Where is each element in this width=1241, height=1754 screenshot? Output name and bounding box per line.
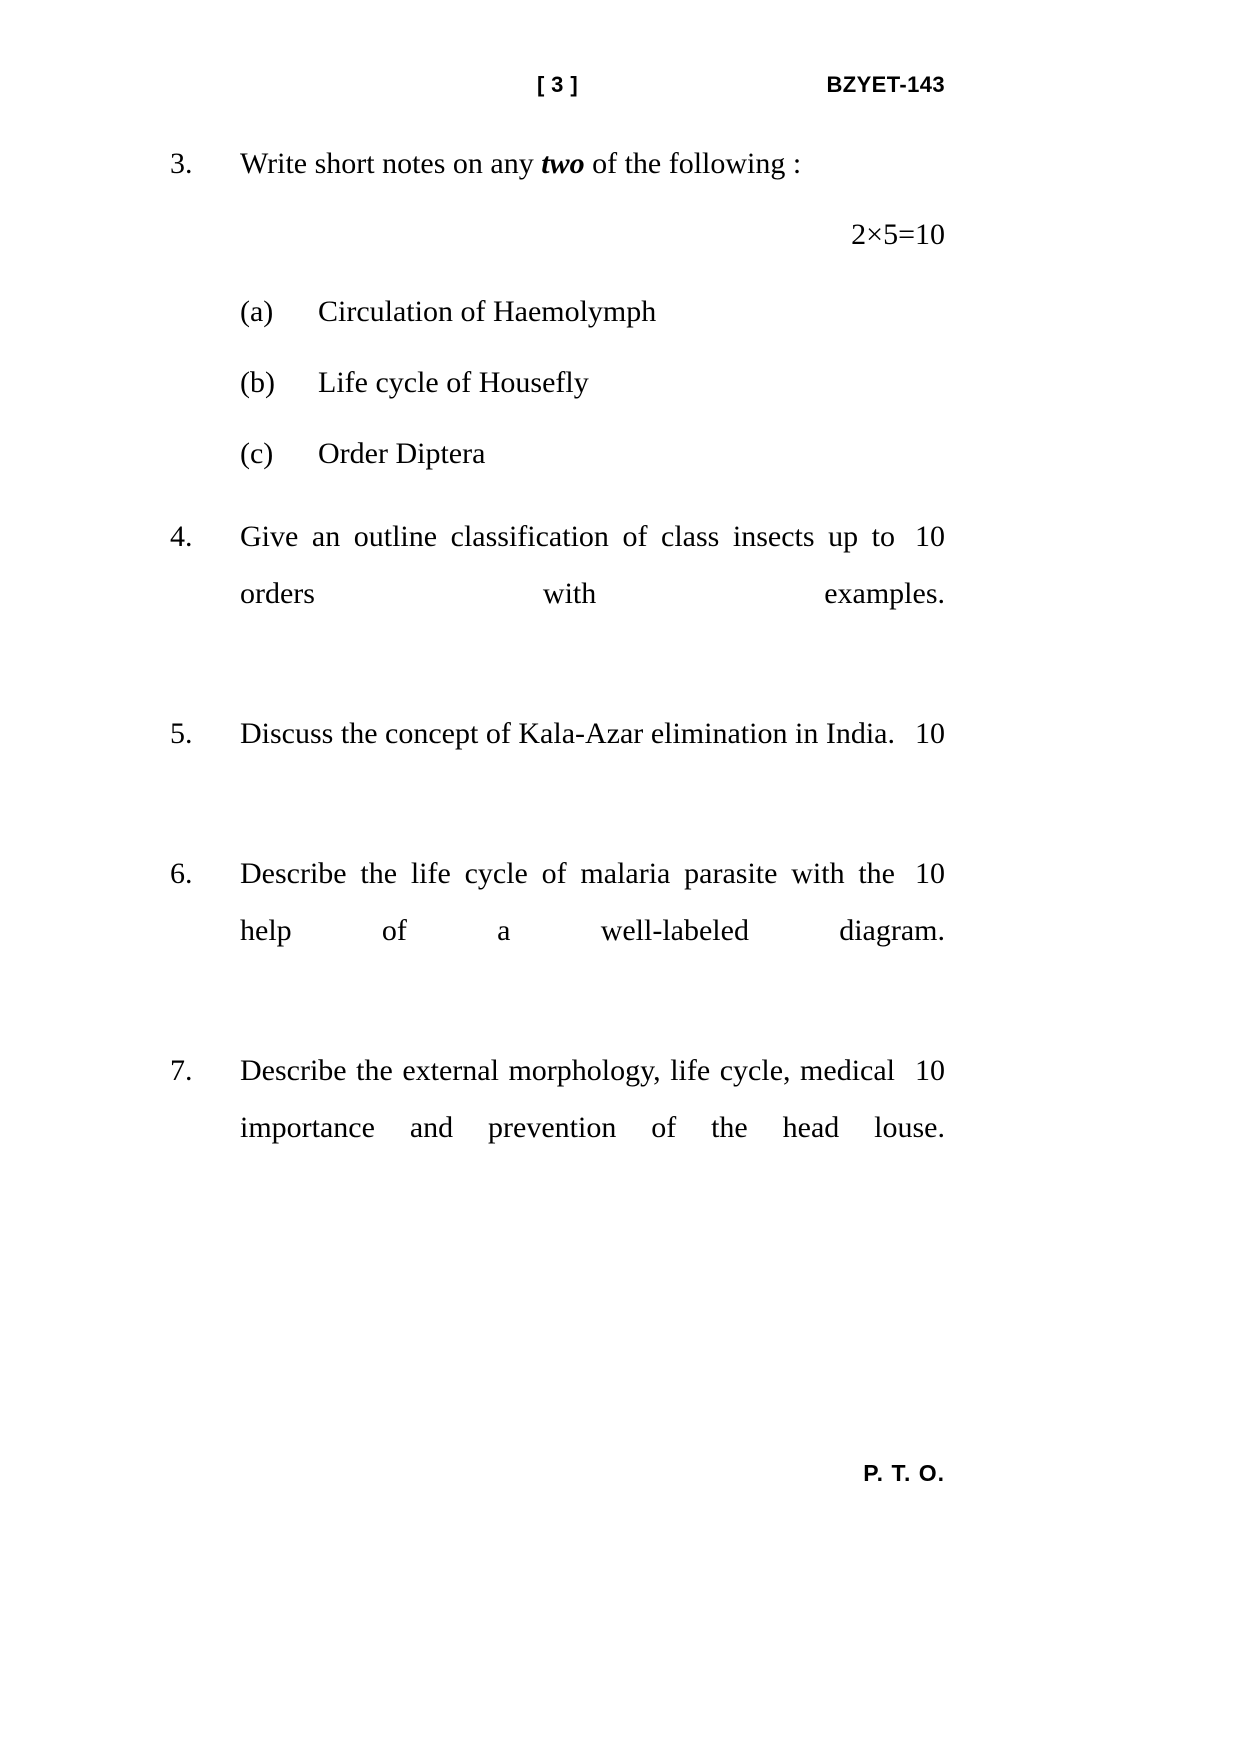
question-text: [240, 135, 945, 192]
subitem-text: Life cycle of Housefly: [318, 366, 589, 399]
question-subitems: [240, 283, 945, 482]
page-header: [170, 72, 945, 108]
question-text: [240, 845, 945, 1016]
question-marks: 10: [915, 717, 945, 750]
page-number: [ 3 ]: [536, 72, 579, 97]
question-number: 7.: [170, 1054, 193, 1087]
question-text: [240, 508, 945, 679]
subitem-text: Circulation of Haemolymph: [318, 295, 657, 328]
subitem-label: (b): [240, 366, 275, 399]
question-number: 4.: [170, 520, 193, 553]
question-number: 6.: [170, 857, 193, 890]
question-text-part-2: of the following :: [584, 147, 802, 180]
subitem-label: (a): [240, 295, 274, 328]
question-text: [240, 705, 945, 819]
question-text-content: Give an outline classification of class insects up to orders with examples.: [240, 520, 945, 610]
question-item-5: [170, 705, 945, 819]
subitem-text: Order Diptera: [318, 437, 486, 470]
question-number: 3.: [170, 147, 193, 180]
question-emphasis: two: [541, 147, 585, 180]
question-number: 5.: [170, 717, 193, 750]
question-item-3: [170, 135, 945, 482]
subitem-a: [240, 283, 945, 340]
question-list: [170, 135, 945, 1239]
question-text-content: Describe the external morphology, life cycle, medical importance and prevention of the head louse.: [240, 1054, 945, 1144]
question-item-7: [170, 1042, 945, 1213]
paper-code: BZYET-143: [826, 72, 945, 97]
question-item-6: [170, 845, 945, 1016]
question-text: [240, 1042, 945, 1213]
subitem-c: [240, 425, 945, 482]
question-text-content: Discuss the concept of Kala-Azar elimination in India.: [240, 717, 895, 750]
question-marks: 10: [915, 857, 945, 890]
subitem-label: (c): [240, 437, 274, 470]
subitem-b: [240, 354, 945, 411]
question-text-content: Describe the life cycle of malaria parasite with the help of a well-labeled diagram.: [240, 857, 945, 947]
question-text-part-1: Write short notes on any: [240, 147, 542, 180]
question-item-4: [170, 508, 945, 679]
turn-over-label: P. T. O.: [863, 1460, 945, 1486]
question-marks: 10: [915, 520, 945, 553]
question-marks: 2×5=10: [851, 218, 945, 251]
question-marks: 10: [915, 1054, 945, 1087]
